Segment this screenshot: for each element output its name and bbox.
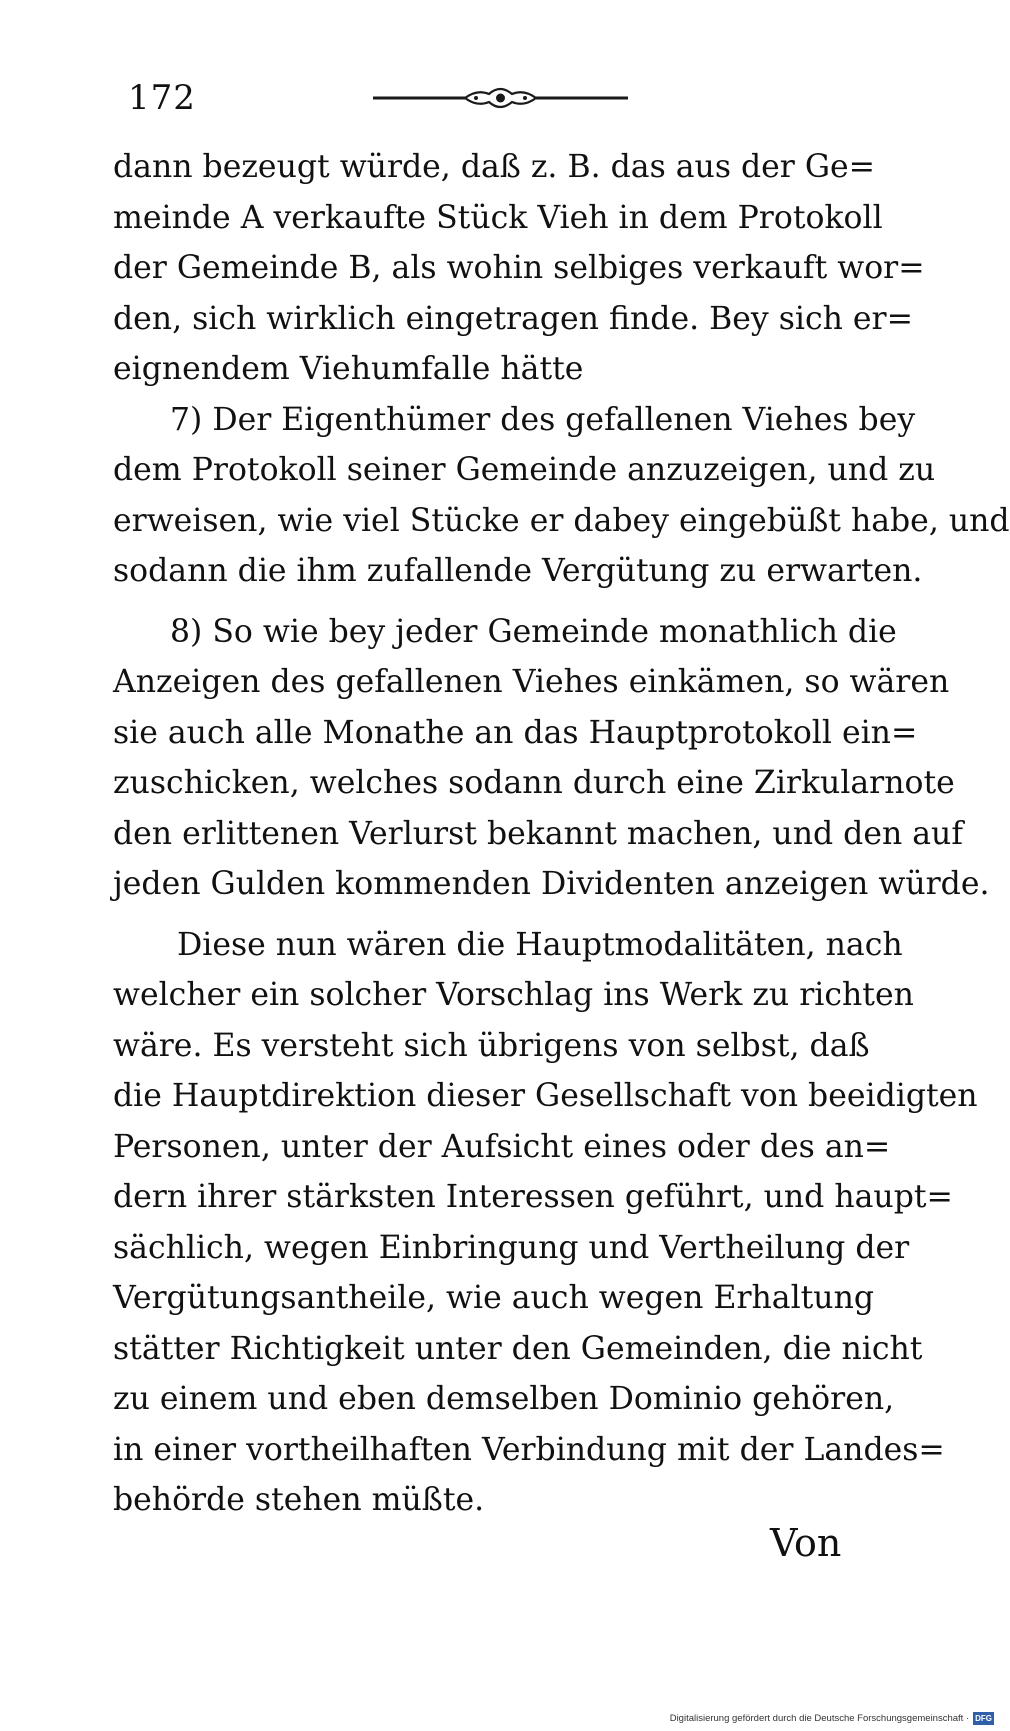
- text-line: dern ihrer stärksten Interessen geführt, und haupt=: [113, 1179, 953, 1215]
- body-text: [113, 142, 1010, 1526]
- printer-ornament-rule-icon: [373, 82, 628, 114]
- text-line: die Hauptdirektion dieser Gesellschaft von beeidigten: [113, 1078, 978, 1114]
- text-line: zuschicken, welches sodann durch eine Zirkularnote: [113, 765, 955, 801]
- text-line: sodann die ihm zufallende Vergütung zu erwarten.: [113, 553, 923, 589]
- text-line: sie auch alle Monathe an das Hauptprotokoll ein=: [113, 714, 918, 751]
- digitization-footer: [670, 1710, 994, 1726]
- text-line: behörde stehen müßte.: [113, 1482, 485, 1518]
- text-line: den erlittenen Verlurst bekannt machen, und den auf: [113, 815, 963, 852]
- footer-credit: Digitalisierung gefördert durch die Deutsche Forschungsgemeinschaft ·: [669, 1712, 970, 1724]
- text-line-paragraph-start: Diese nun wären die Hauptmodalitäten, nach: [177, 926, 903, 963]
- text-line: sächlich, wegen Einbringung und Vertheilung der: [113, 1229, 910, 1266]
- text-line: wäre. Es versteht sich übrigens von selbst, daß: [113, 1027, 870, 1064]
- text-line: der Gemeinde B, als wohin selbiges verkauft wor=: [113, 250, 925, 286]
- paragraph-gap: [113, 910, 841, 920]
- text-line: in einer vortheilhaften Verbindung mit der Landes=: [113, 1431, 945, 1468]
- text-line: dem Protokoll seiner Gemeinde anzuzeigen, und zu: [113, 452, 936, 488]
- text-line: meinde A verkaufte Stück Vieh in dem Protokoll: [113, 199, 883, 236]
- text-line: zu einem und eben demselben Dominio gehören,: [113, 1381, 895, 1417]
- text-line: stätter Richtigkeit unter den Gemeinden, die nicht: [113, 1330, 923, 1367]
- text-line-item-7: 7) Der Eigenthümer des gefallenen Viehes bey: [170, 401, 916, 438]
- dfg-logo-icon: DFG: [975, 1713, 992, 1723]
- text-line: jeden Gulden kommenden Dividenten anzeigen würde.: [113, 866, 990, 902]
- text-line: dann bezeugt würde, daß z. B. das aus der Ge=: [113, 149, 876, 185]
- catchword: Von: [770, 1521, 842, 1565]
- text-line-item-8: 8) So wie bey jeder Gemeinde monathlich die: [170, 613, 897, 650]
- text-line: Vergütungsantheile, wie auch wegen Erhaltung: [113, 1280, 875, 1316]
- text-line: eignendem Viehumfalle hätte: [113, 351, 584, 387]
- page-header: [128, 78, 848, 118]
- text-line: welcher ein solcher Vorschlag ins Werk zu richten: [113, 977, 914, 1013]
- page-number: 172: [128, 78, 196, 118]
- text-line: Anzeigen des gefallenen Viehes einkämen, so wären: [113, 664, 950, 700]
- text-line: erweisen, wie viel Stücke er dabey eingebüßt habe, und: [113, 502, 1010, 539]
- text-line: Personen, unter der Aufsicht eines oder des an=: [113, 1128, 891, 1165]
- text-line: den, sich wirklich eingetragen finde. Bey sich er=: [113, 300, 913, 337]
- paragraph-gap: [113, 597, 841, 607]
